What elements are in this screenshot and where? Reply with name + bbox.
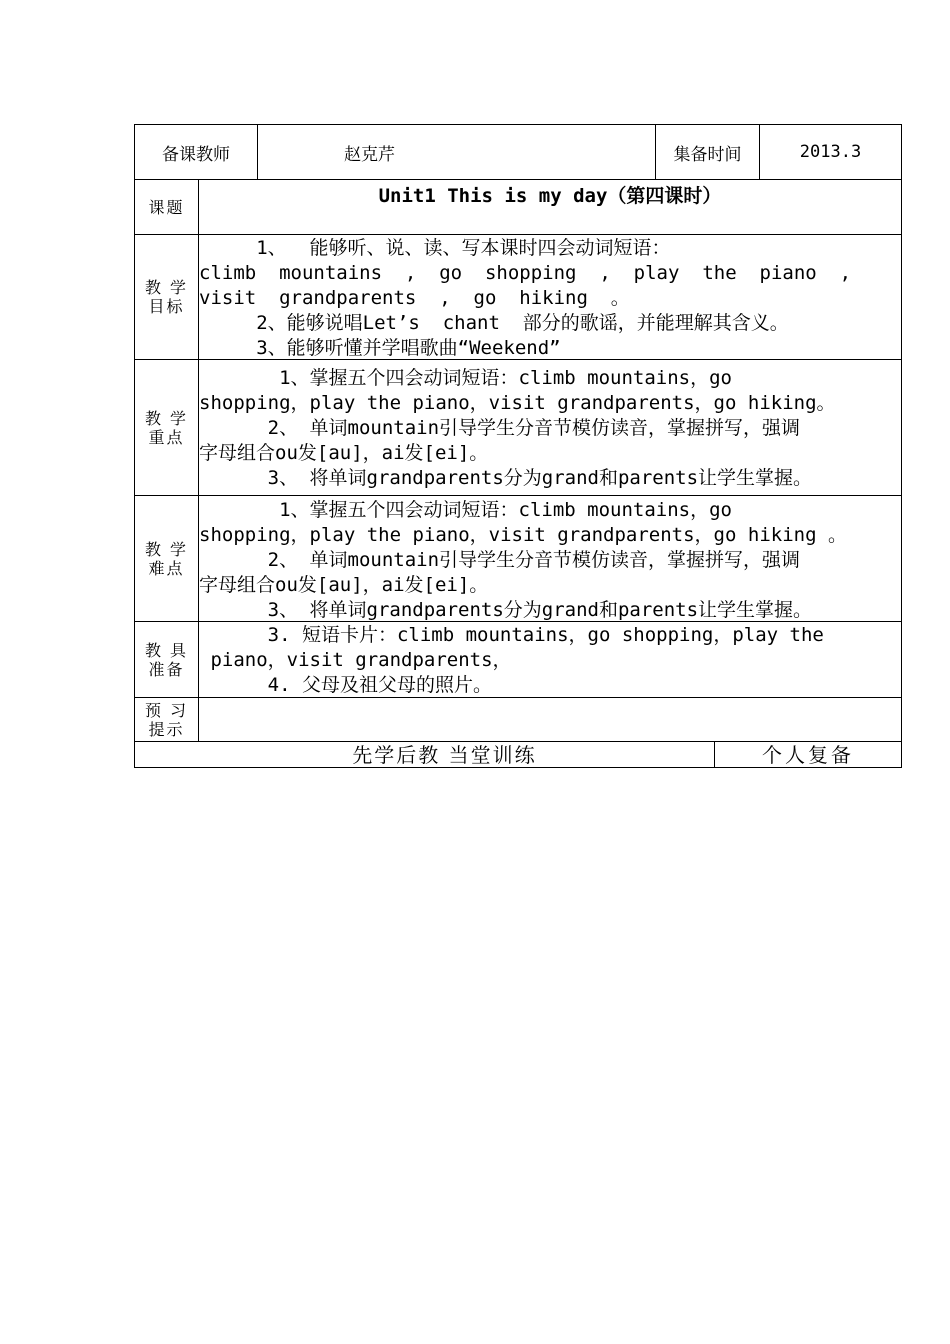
footer-right-heading: 个人复备: [762, 743, 854, 767]
topic-row: [135, 179, 901, 234]
objectives-content: [199, 235, 901, 359]
key-points-line: 3、 将单词grandparents分为grand和parents让学生掌握。: [199, 467, 813, 489]
difficulties-line: 1、掌握五个四会动词短语：climb mountains，go: [199, 499, 732, 521]
objectives-label: 教 学 目标: [135, 235, 199, 359]
difficulties-content: [199, 496, 901, 621]
topic-label: 课题: [135, 180, 199, 234]
teaching-aids-row: [135, 621, 901, 697]
teacher-name: 赵克芹: [258, 125, 656, 179]
key-points-row: [135, 359, 901, 495]
teacher-label: 备课教师: [135, 125, 258, 179]
teaching-aids-label: 教 具 准备: [135, 622, 199, 697]
difficulties-line: 2、 单词mountain引导学生分音节模仿读音，掌握拼写，强调: [199, 549, 801, 571]
objectives-line: climb mountains , go shopping , play the piano ,: [199, 262, 852, 284]
topic-text: Unit1 This is my day（第四课时）: [378, 185, 722, 207]
teaching-aids-line: 4. 父母及祖父母的照片。: [199, 674, 492, 696]
key-points-line: 字母组合ou发[au]，ai发[ei]。: [199, 442, 489, 464]
footer-row: [135, 741, 901, 767]
footer-left-heading: 先学后教 当堂训练: [135, 742, 715, 767]
key-points-line: 2、 单词mountain引导学生分音节模仿读音，掌握拼写，强调: [199, 417, 801, 439]
teaching-aids-content: [199, 622, 901, 697]
preview-row: [135, 697, 901, 741]
objectives-line: visit grandparents , go hiking 。: [199, 287, 630, 309]
teaching-aids-line: 3. 短语卡片：climb mountains，go shopping，play the: [199, 624, 824, 646]
teaching-aids-line: piano，visit grandparents，: [199, 649, 512, 671]
difficulties-line: 3、 将单词grandparents分为grand和parents让学生掌握。: [199, 599, 813, 621]
objectives-row: [135, 234, 901, 359]
lesson-plan-table: [134, 179, 902, 768]
difficulties-line: shopping，play the piano，visit grandparents，go hiking 。: [199, 524, 847, 546]
difficulties-label: 教 学 难点: [135, 496, 199, 621]
difficulties-line: 字母组合ou发[au]，ai发[ei]。: [199, 574, 489, 596]
prep-time-value: 2013.3: [799, 142, 862, 162]
key-points-label: 教 学 重点: [135, 360, 199, 495]
key-points-line: shopping，play the piano，visit grandparents，go hiking。: [199, 392, 836, 414]
preview-label: 预 习 提示: [135, 698, 199, 741]
objectives-line: 3、能够听懂并学唱歌曲“Weekend”: [199, 337, 561, 359]
key-points-line: 1、掌握五个四会动词短语：climb mountains，go: [199, 367, 732, 389]
objectives-line: 2、能够说唱Let’s chant 部分的歌谣，并能理解其含义。: [199, 312, 789, 334]
header-table: [134, 124, 902, 180]
objectives-line: 1、 能够听、说、读、写本课时四会动词短语：: [199, 237, 671, 259]
prep-time-label: 集备时间: [656, 125, 760, 179]
key-points-content: [199, 360, 901, 495]
preview-content: [199, 698, 901, 741]
difficulties-row: [135, 495, 901, 621]
